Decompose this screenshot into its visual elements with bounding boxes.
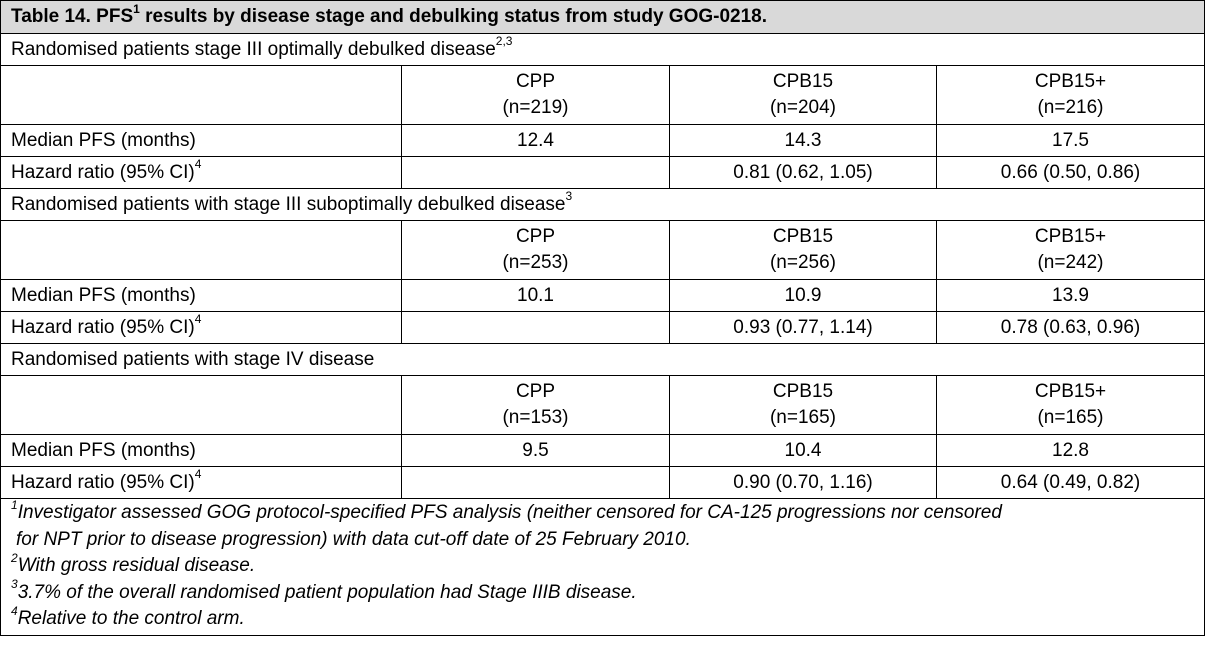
table-title-rest: results by disease stage and debulking status from study GOG-0218. [139,6,768,27]
section-heading-sup: 3 [565,189,573,204]
table-cell: 10.9 [670,280,937,312]
footnote-mark: 4 [11,603,18,618]
row-label [1,467,402,499]
arm-n: (n=256) [769,252,837,273]
table-cell: 9.5 [402,435,670,467]
row-label-sup: 4 [194,157,202,172]
arm-label: CPB15+ [1034,226,1107,247]
column-header-cpb15plus [937,66,1205,125]
arm-n: (n=216) [1037,97,1104,118]
table-cell: 0.66 (0.50, 0.86) [937,157,1205,189]
table-cell: 17.5 [937,125,1205,157]
section-heading [1,189,1205,221]
arm-label: CPP [515,381,556,402]
row-label-text: Hazard ratio (95% CI) [11,471,195,493]
table-title [1,1,1205,34]
arm-label: CPB15 [772,381,834,402]
hazard-ratio-row [1,467,1205,499]
footnote-mark: 2 [11,550,18,565]
section-heading-row [1,34,1205,66]
arm-label: CPB15+ [1034,71,1107,92]
table-cell: 0.64 (0.49, 0.82) [937,467,1205,499]
section-heading-text: Randomised patients stage III optimally debulked disease [11,38,496,60]
table-cell: 12.4 [402,125,670,157]
table-cell: 14.3 [670,125,937,157]
table-cell: 0.90 (0.70, 1.16) [670,467,937,499]
arm-n: (n=204) [769,97,837,118]
table-cell [402,312,670,344]
arm-n: (n=165) [769,407,837,428]
arm-n: (n=153) [502,407,569,428]
column-header-cpb15 [670,221,937,280]
table-title-sup: 1 [133,1,140,16]
row-label: Median PFS (months) [1,280,402,312]
table-cell: 10.4 [670,435,937,467]
median-pfs-row [1,280,1205,312]
section-heading-row [1,344,1205,376]
footnotes [1,499,1205,636]
section-heading-text: Randomised patients with stage III suboptimally debulked disease [11,193,566,215]
table-cell: 0.78 (0.63, 0.96) [937,312,1205,344]
arm-label: CPB15 [772,71,834,92]
hazard-ratio-row [1,312,1205,344]
empty-header-cell [1,66,402,125]
empty-header-cell [1,376,402,435]
table-cell [402,467,670,499]
column-header-cpb15plus [937,376,1205,435]
column-header-cpp [402,221,670,280]
table-title-text: Table 14. PFS [11,6,134,27]
footnote-text: for NPT prior to disease progression) with data cut-off date of 25 February 2010. [16,528,691,550]
column-header-row [1,221,1205,280]
table-cell: 13.9 [937,280,1205,312]
row-label: Median PFS (months) [1,435,402,467]
footnote-mark: 1 [11,497,18,512]
arm-n: (n=165) [1037,407,1104,428]
arm-label: CPP [515,226,556,247]
median-pfs-row [1,125,1205,157]
footnote-text: 3.7% of the overall randomised patient population had Stage IIIB disease. [17,581,637,603]
section-heading [1,344,1205,376]
section-heading-sup: 2,3 [495,34,513,49]
footnote-mark: 3 [11,577,18,592]
footnote-2 [11,550,1194,580]
table-cell: 12.8 [937,435,1205,467]
footnote-text: With gross residual disease. [17,555,256,576]
footnote-1 [11,497,1194,527]
empty-header-cell [1,221,402,280]
hazard-ratio-row [1,157,1205,189]
arm-label: CPB15 [772,226,834,247]
footnote-text: Investigator assessed GOG protocol-specified PFS analysis (neither censored for CA-125 progressions nor censored [17,502,1002,523]
row-label-sup: 4 [194,467,202,482]
row-label [1,157,402,189]
arm-label: CPB15+ [1034,381,1107,402]
table-cell: 0.81 (0.62, 1.05) [670,157,937,189]
footnote-text: Relative to the control arm. [17,608,245,629]
table-title-row [1,1,1205,34]
arm-n: (n=219) [502,97,569,118]
row-label-sup: 4 [194,312,202,327]
column-header-cpb15 [670,66,937,125]
row-label-text: Hazard ratio (95% CI) [11,161,195,183]
column-header-cpb15 [670,376,937,435]
section-heading [1,34,1205,66]
column-header-cpp [402,376,670,435]
section-heading-row [1,189,1205,221]
row-label-text: Hazard ratio (95% CI) [11,316,195,338]
median-pfs-row [1,435,1205,467]
footnote-4 [11,603,1194,633]
column-header-row [1,66,1205,125]
table-cell [402,157,670,189]
column-header-cpb15plus [937,221,1205,280]
footnote-3 [11,577,1194,607]
table-cell: 0.93 (0.77, 1.14) [670,312,937,344]
footnote-1-continued [11,527,1194,554]
arm-n: (n=253) [502,252,569,273]
arm-label: CPP [515,71,556,92]
arm-n: (n=242) [1037,252,1104,273]
row-label: Median PFS (months) [1,125,402,157]
row-label [1,312,402,344]
column-header-row [1,376,1205,435]
column-header-cpp [402,66,670,125]
footnotes-row [1,499,1205,636]
table-cell: 10.1 [402,280,670,312]
section-heading-text: Randomised patients with stage IV disease [11,348,375,370]
